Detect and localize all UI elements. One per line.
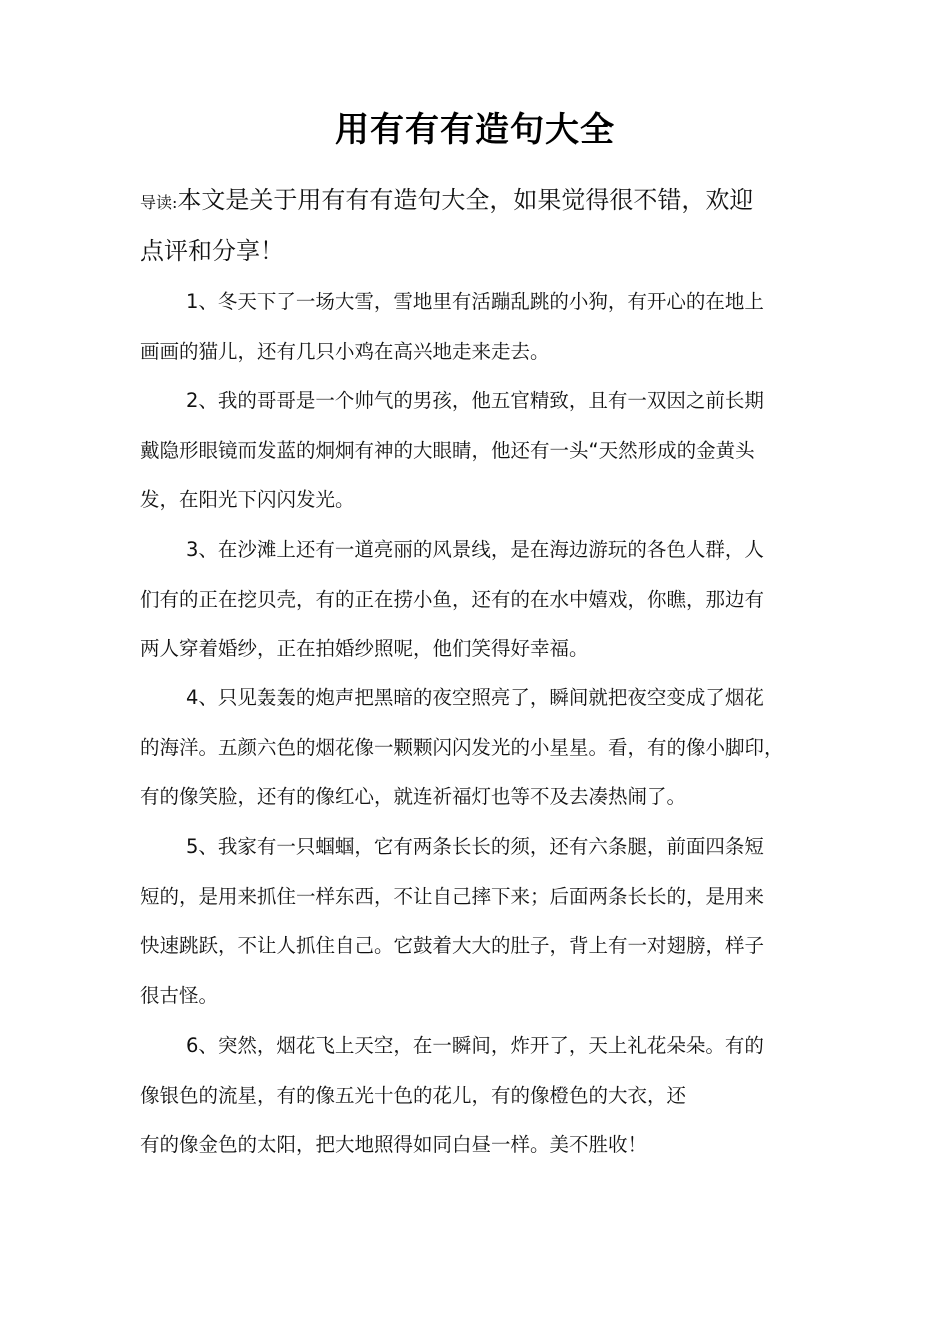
- intro-label: 导读:: [140, 193, 178, 212]
- paragraph-2: [140, 376, 830, 525]
- paragraph-line: 3、在沙滩上还有一道亮丽的风景线，是在海边游玩的各色人群，人: [186, 538, 764, 561]
- paragraph-line: 6、突然，烟花飞上天空，在一瞬间，炸开了，天上礼花朵朵。有的: [186, 1034, 764, 1057]
- paragraph-5: [140, 822, 830, 1020]
- paragraph-line: 戴隐形眼镜而发蓝的炯炯有神的大眼睛，他还有一头“天然形成的金黄头: [140, 438, 755, 462]
- intro-line-1: [140, 176, 820, 227]
- paragraph-line: 像银色的流星，有的像五光十色的花儿，有的像橙色的大衣，还: [140, 1083, 687, 1107]
- paragraph-line: 快速跳跃，不让人抓住自己。它鼓着大大的肚子，背上有一对翅膀，样子: [140, 934, 765, 957]
- paragraph-line: 发，在阳光下闪闪发光。: [140, 488, 355, 511]
- paragraph-line: 短的，是用来抓住一样东西，不让自己摔下来；后面两条长长的，是用来: [140, 884, 765, 908]
- paragraph-1: [140, 277, 830, 376]
- paragraph-line: 两人穿着婚纱，正在拍婚纱照呢，他们笑得好幸福。: [140, 637, 589, 660]
- paragraph-6: [140, 1021, 830, 1170]
- paragraph-line: 2、我的哥哥是一个帅气的男孩，他五官精致，且有一双因之前长期: [186, 389, 764, 412]
- paragraph-4: [140, 673, 830, 822]
- paragraph-3: [140, 525, 830, 674]
- intro-block: [140, 176, 820, 275]
- intro-line-2: 点评和分享！: [140, 237, 284, 265]
- intro-text-1: 本文是关于用有有有造句大全，如果觉得很不错，欢迎: [177, 186, 754, 214]
- paragraph-line: 很古怪。: [140, 983, 219, 1007]
- paragraph-line: 有的像笑脸，还有的像红心，就连祈福灯也等不及去凑热闹了。: [140, 785, 687, 808]
- paragraph-line: 们有的正在挖贝壳，有的正在捞小鱼，还有的在水中嬉戏，你瞧，那边有: [140, 587, 765, 611]
- paragraph-line: 画画的猫儿，还有几只小鸡在高兴地走来走去。: [140, 339, 550, 363]
- paragraph-line: 1、冬天下了一场大雪，雪地里有活蹦乱跳的小狗，有开心的在地上: [186, 290, 764, 313]
- paragraph-line: 4、只见轰轰的炮声把黑暗的夜空照亮了，瞬间就把夜空变成了烟花: [186, 686, 764, 709]
- paragraph-line: 的海洋。五颜六色的烟花像一颗颗闪闪发光的小星星。看，有的像小脚印，: [140, 735, 784, 759]
- document-title: 用有有有造句大全: [335, 110, 615, 150]
- paragraph-line: 有的像金色的太阳，把大地照得如同白昼一样。美不胜收！: [140, 1133, 648, 1156]
- paragraph-line: 5、我家有一只蝈蝈，它有两条长长的须，还有六条腿，前面四条短: [186, 835, 764, 858]
